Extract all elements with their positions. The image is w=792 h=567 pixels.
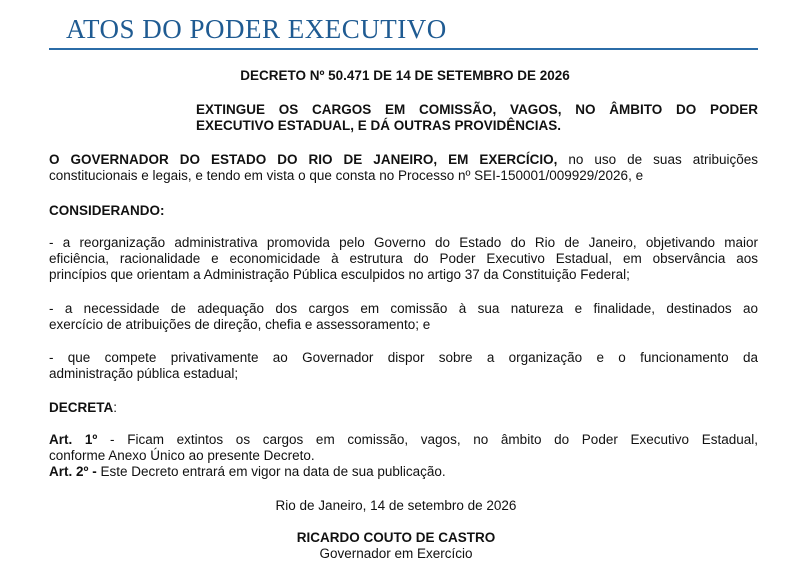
decree-ementa — [196, 102, 758, 134]
section-title: ATOS DO PODER EXECUTIVO — [66, 14, 447, 44]
place-date: Rio de Janeiro, 14 de setembro de 2026 — [275, 498, 517, 513]
considerando-item — [49, 235, 758, 283]
considerando-line: - a necessidade de adequação dos cargos em comissão à sua natureza e finalidade, destinados ao — [49, 301, 758, 316]
article-text: - Ficam extintos os cargos em comissão, vagos, no âmbito do Poder Executivo Estadual, — [97, 432, 758, 447]
decree-number: DECRETO Nº 50.471 DE 14 DE SETEMBRO DE 2026 — [240, 68, 570, 83]
decreta-label: DECRETA — [49, 400, 114, 415]
ementa-line: EXECUTIVO ESTADUAL, E DÁ OUTRAS PROVIDÊNCIAS. — [196, 118, 562, 133]
considerando-item — [49, 350, 758, 382]
article-1 — [49, 432, 758, 464]
considerando-line: - a reorganização administrativa promovida pelo Governo do Estado do Rio de Janeiro, objetivando maior — [49, 235, 758, 250]
preamble-authority: O GOVERNADOR DO ESTADO DO RIO DE JANEIRO, EM EXERCÍCIO, — [49, 152, 558, 167]
considerando-line: - que compete privativamente ao Governador dispor sobre a organização e o funcionamento da — [49, 350, 758, 365]
signer-name: RICARDO COUTO DE CASTRO — [296, 530, 496, 545]
considerando-line: princípios que orientam a Administração Pública esculpidos no artigo 37 da Constituição Federal; — [49, 267, 630, 282]
article-text: conforme Anexo Único ao presente Decreto. — [49, 448, 315, 463]
considerando-line: exercício de atribuições de direção, chefia e assessoramento; e — [49, 317, 431, 332]
considerando-item — [49, 301, 758, 333]
considerando-line: eficiência, racionalidade e economicidade à estrutura do Poder Executivo Estadual, em observância aos — [49, 251, 758, 266]
article-text: Este Decreto entrará em vigor na data de sua publicação. — [96, 464, 446, 479]
considerando-line: administração pública estadual; — [49, 366, 239, 381]
signer-title: Governador em Exercício — [319, 546, 473, 561]
article-label: Art. 2º - — [49, 464, 97, 479]
decreta-colon: : — [113, 400, 118, 415]
ementa-line: EXTINGUE OS CARGOS EM COMISSÃO, VAGOS, NO ÂMBITO DO PODER — [196, 102, 758, 117]
preamble — [49, 152, 758, 184]
article-label: Art. 1º — [49, 432, 98, 447]
considerando-heading: CONSIDERANDO: — [49, 203, 165, 218]
article-2 — [49, 464, 758, 480]
title-divider — [49, 48, 758, 50]
preamble-text: no uso de suas atribuições — [557, 152, 758, 167]
preamble-text: constitucionais e legais, e tendo em vista o que consta no Processo nº SEI-150001/009929/2026, e — [49, 168, 644, 183]
decreta-heading — [49, 400, 758, 416]
